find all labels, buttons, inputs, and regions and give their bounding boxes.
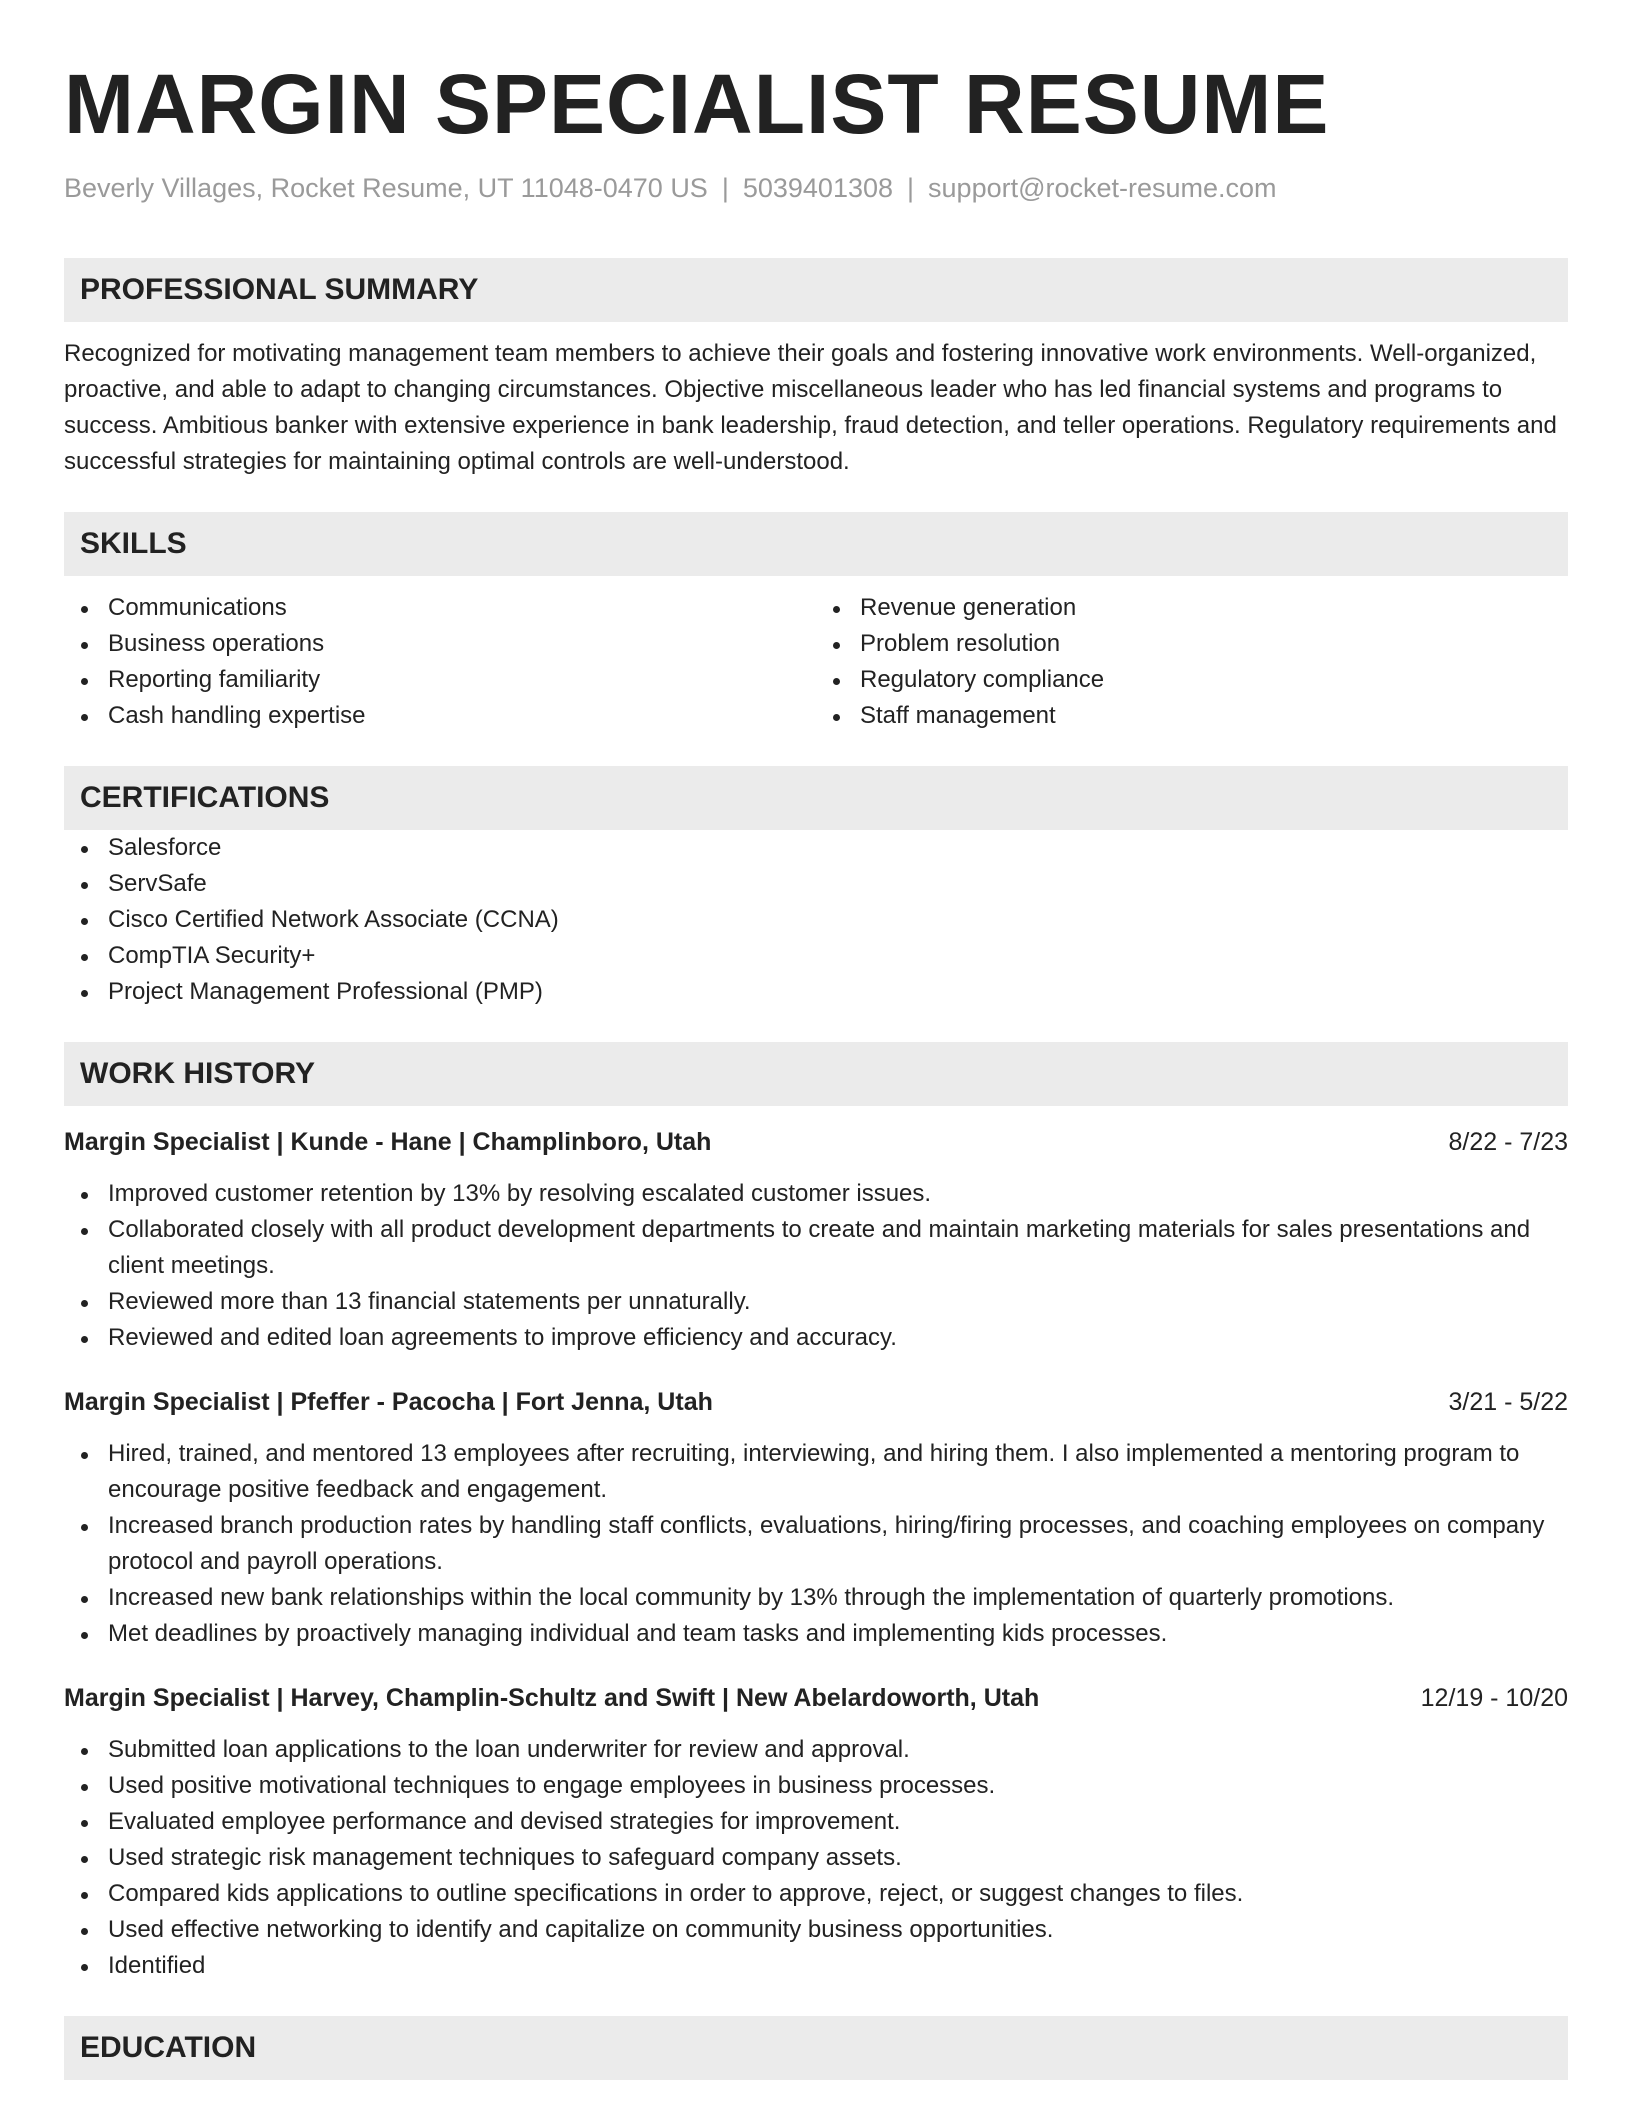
- job-bullets: [64, 1436, 1568, 1652]
- skill-item: Cash handling expertise: [64, 698, 816, 734]
- section-header-work-history: WORK HISTORY: [64, 1042, 1568, 1106]
- job-bullet: Increased new bank relationships within the local community by 13% through the implementation of quarterly promotions.: [64, 1580, 1568, 1616]
- job-heading: Margin Specialist | Harvey, Champlin-Schultz and Swift | New Abelardoworth, Utah: [64, 1684, 1040, 1712]
- certification-item: Cisco Certified Network Associate (CCNA): [64, 902, 1568, 938]
- job-bullet: Reviewed and edited loan agreements to improve efficiency and accuracy.: [64, 1320, 1568, 1356]
- section-header-certifications: CERTIFICATIONS: [64, 766, 1568, 830]
- job-bullet: Used strategic risk management techniques to safeguard company assets.: [64, 1840, 1568, 1876]
- skills-columns: [64, 590, 1568, 734]
- job-dates: 3/21 - 5/22: [1448, 1388, 1568, 1416]
- job-bullet: Collaborated closely with all product development departments to create and maintain marketing materials for sales presentations and client meetings.: [64, 1212, 1568, 1284]
- skill-item: Business operations: [64, 626, 816, 662]
- job-bullet: Hired, trained, and mentored 13 employees after recruiting, interviewing, and hiring them. I also implemented a mentoring program to encourage positive feedback and engagement.: [64, 1436, 1568, 1508]
- job-entry: [64, 1680, 1568, 1984]
- job-bullet: Used positive motivational techniques to engage employees in business processes.: [64, 1768, 1568, 1804]
- skills-list-right: [816, 590, 1568, 734]
- job-header: [64, 1124, 1568, 1160]
- certification-item: Project Management Professional (PMP): [64, 974, 1568, 1010]
- section-header-skills: SKILLS: [64, 512, 1568, 576]
- section-header-education: EDUCATION: [64, 2016, 1568, 2080]
- job-heading: Margin Specialist | Pfeffer - Pacocha | Fort Jenna, Utah: [64, 1388, 713, 1416]
- contact-email: support@rocket-resume.com: [928, 173, 1277, 203]
- resume-title: MARGIN SPECIALIST RESUME: [64, 57, 1330, 151]
- job-bullet: Compared kids applications to outline specifications in order to approve, reject, or suggest changes to files.: [64, 1876, 1568, 1912]
- summary-text: Recognized for motivating management team members to achieve their goals and fostering innovative work environments. Well-organized, proactive, and able to adapt to changing circumstances. Objective miscellaneous leader who has led financial systems and programs to success. Ambitious banker with extensive experience in bank leadership, fraud detection, and teller operations. Regulatory requirements and successful strategies for maintaining optimal controls are well-understood.: [64, 340, 1557, 475]
- job-dates: 12/19 - 10/20: [1420, 1684, 1568, 1712]
- job-bullet: Reviewed more than 13 financial statements per unnaturally.: [64, 1284, 1568, 1320]
- job-entry: [64, 1384, 1568, 1652]
- job-bullet: Evaluated employee performance and devised strategies for improvement.: [64, 1804, 1568, 1840]
- job-bullet: Met deadlines by proactively managing individual and team tasks and implementing kids processes.: [64, 1616, 1568, 1652]
- job-dates: 8/22 - 7/23: [1448, 1128, 1568, 1156]
- contact-phone: 5039401308: [742, 173, 894, 203]
- contact-separator: |: [907, 173, 915, 203]
- certifications-list: [64, 830, 1568, 1010]
- skill-item: Problem resolution: [816, 626, 1568, 662]
- skill-item: Reporting familiarity: [64, 662, 816, 698]
- job-bullets: [64, 1732, 1568, 1984]
- job-entry: [64, 1124, 1568, 1356]
- contact-address: Beverly Villages, Rocket Resume, UT 11048-0470 US: [64, 173, 708, 203]
- section-header-summary: PROFESSIONAL SUMMARY: [64, 258, 1568, 322]
- job-bullet: Increased branch production rates by handling staff conflicts, evaluations, hiring/firing processes, and coaching employees on company protocol and payroll operations.: [64, 1508, 1568, 1580]
- certification-item: CompTIA Security+: [64, 938, 1568, 974]
- certification-item: Salesforce: [64, 830, 1568, 866]
- skill-item: Staff management: [816, 698, 1568, 734]
- job-bullets: [64, 1176, 1568, 1356]
- job-bullet: Identified: [64, 1948, 1568, 1984]
- certification-item: ServSafe: [64, 866, 1568, 902]
- job-header: [64, 1680, 1568, 1716]
- contact-line: [64, 170, 1568, 206]
- job-heading: Margin Specialist | Kunde - Hane | Champlinboro, Utah: [64, 1128, 712, 1156]
- skill-item: Communications: [64, 590, 816, 626]
- skill-item: Revenue generation: [816, 590, 1568, 626]
- job-header: [64, 1384, 1568, 1420]
- job-bullet: Submitted loan applications to the loan underwriter for review and approval.: [64, 1732, 1568, 1768]
- skills-list-left: [64, 590, 816, 734]
- skill-item: Regulatory compliance: [816, 662, 1568, 698]
- contact-separator: |: [721, 173, 729, 203]
- job-bullet: Used effective networking to identify and capitalize on community business opportunities.: [64, 1912, 1568, 1948]
- job-bullet: Improved customer retention by 13% by resolving escalated customer issues.: [64, 1176, 1568, 1212]
